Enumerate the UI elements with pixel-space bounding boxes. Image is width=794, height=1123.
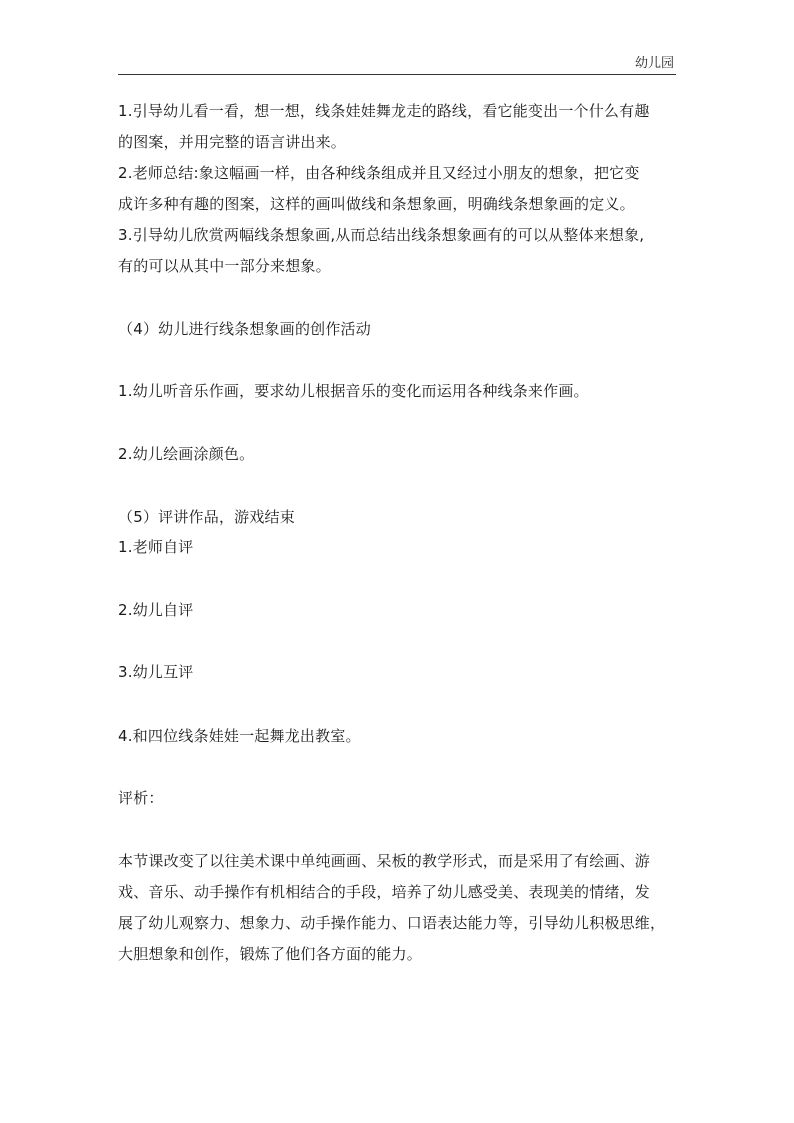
text-line: 成许多种有趣的图案，这样的画叫做线和条想象画，明确线条想象画的定义。 (118, 195, 635, 213)
text-line: 戏、音乐、动手操作有机相结合的手段，培养了幼儿感受美、表现美的情绪，发 (118, 883, 651, 901)
text-line: 大胆想象和创作，锻炼了他们各方面的能力。 (118, 945, 423, 963)
text-line: 本节课改变了以往美术课中单纯画画、呆板的教学形式，而是采用了有绘画、游 (118, 852, 651, 870)
text-line: 1.老师自评 (118, 538, 194, 556)
section-heading: 评析： (118, 789, 164, 807)
header-divider (118, 74, 676, 75)
text-line: 3.引导幼儿欣赏两幅线条想象画,从而总结出线条想象画有的可以从整体来想象, (118, 226, 645, 244)
text-line: 4.和四位线条娃娃一起舞龙出教室。 (118, 727, 361, 745)
text-line: 的图案，并用完整的语言讲出来。 (118, 133, 347, 151)
text-line: 3.幼儿互评 (118, 663, 194, 681)
section-heading: （4）幼儿进行线条想象画的创作活动 (118, 320, 371, 338)
text-line: 展了幼儿观察力、想象力、动手操作能力、口语表达能力等，引导幼儿积极思维， (118, 914, 666, 932)
text-line: 2.幼儿自评 (118, 601, 194, 619)
text-line: 1.引导幼儿看一看，想一想，线条娃娃舞龙走的路线，看它能变出一个什么有趣 (118, 102, 650, 120)
text-line: 有的可以从其中一部分来想象。 (118, 257, 331, 275)
page-header-label: 幼儿园 (634, 56, 674, 71)
text-line: 1.幼儿听音乐作画，要求幼儿根据音乐的变化而运用各种线条来作画。 (118, 382, 589, 400)
section-heading: （5）评讲作品，游戏结束 (118, 508, 295, 526)
text-line: 2.老师总结:象这幅画一样，由各种线条组成并且又经过小朋友的想象，把它变 (118, 164, 640, 182)
text-line: 2.幼儿绘画涂颜色。 (118, 445, 255, 463)
